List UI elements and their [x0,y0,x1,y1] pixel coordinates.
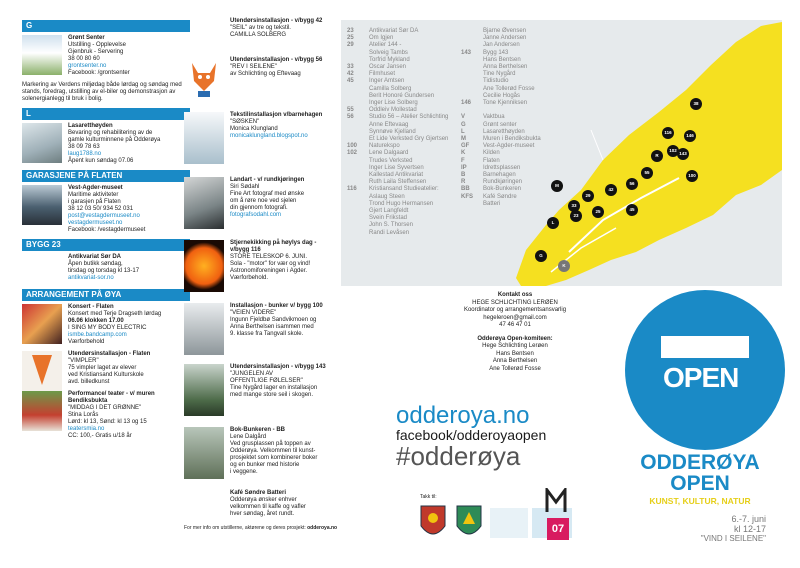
legend-number: M [461,136,466,143]
legend-label: Ane Tollerød Fosse [483,85,535,92]
legend-number: K [461,150,466,157]
map-marker[interactable]: 116 [662,127,674,139]
m-logo-icon [545,488,567,514]
entry-landart [184,177,342,235]
sponsor-logo-kilden [490,508,528,538]
entry-bokbunker [184,427,342,485]
entry-gront-senter [22,35,190,77]
legend-label: Antikvariat Sør DA [369,28,419,34]
entry-title: Konsert - Flaten [68,304,114,310]
section-header-l: L [22,108,190,120]
map-marker[interactable]: 100 [686,170,698,182]
bokbunker-photo [184,427,224,479]
legend-label: Rundkjøringen [483,179,523,186]
map-marker[interactable]: 23 [570,210,582,222]
entry-line: "VEIEN VIDERE" [230,310,277,316]
legend-label: Et Lide Verksted Gry Gjertsen [369,136,449,143]
entry-line: om å røre noe ved sjelen [230,198,297,204]
legend-label: Tidistudio [483,78,509,85]
entry-line: STORE TELESKOP 6. JUNI. [230,254,308,260]
legend-row [461,100,581,107]
coat-of-arms-icon [454,504,484,542]
sun-photo [184,240,224,292]
entry-link[interactable]: vestagdermuseet.no [68,220,123,226]
bunker-photo [184,303,224,355]
legend-label: Torfrid Mykland [369,56,410,63]
main-title-2: OPEN [670,472,730,495]
sponsor-logo-m [545,488,567,514]
entry-bunker [184,303,342,359]
legend-label: Kilden [483,150,500,157]
map-marker[interactable]: 45 [626,204,638,216]
entry-link[interactable]: post@vestagdermuseet.no [68,213,140,219]
column-left [22,20,190,445]
entry-title: Stjernekikking på høylys dag - [230,240,317,246]
entry-vimpler [22,351,190,386]
entry-title: Bendiksbukta [68,398,108,404]
legend-label: Jan Andersen [483,42,520,49]
entry-line: din gjennom fotografi. [230,205,288,211]
entry-line: "SEIL" av tre og tekstil. [230,25,291,31]
legend-label: Kristiansand Studieatelier: [369,186,439,193]
legend-label: Lasaretthøyden [483,128,525,135]
map-marker[interactable]: 33 [568,200,580,212]
entry-line: Monica Klungland [230,126,278,132]
legend-row [347,222,497,229]
facebook-url[interactable]: facebook/odderoyaopen [396,427,547,443]
legend-label: Cecilie Hogås [483,92,521,99]
legend-label: Berit Honoré Gundersen [369,92,435,99]
subtitle: KUNST, KULTUR, NATUR [649,496,751,506]
sponsor-label: Takk til: [420,494,437,500]
legend-label: Oscar Jansen [369,64,407,71]
entry-line: "MIDDAG I DET GRØNNE" [68,405,142,411]
legend-row [461,150,581,157]
legend-label: Janne Andersen [483,35,527,42]
legend-row [461,172,581,179]
legend-label: Solveig Tambs [369,49,408,56]
entry-link[interactable]: monicaklungland.blogspot.no [230,133,308,139]
map-marker[interactable]: 55 [641,167,653,179]
legend-row [461,28,581,35]
entry-line: i garasjen på Flaten [68,199,121,205]
legend-number: B [461,172,466,179]
legend-label: Tone Kjenniksen [483,100,528,107]
entry-performance [22,391,190,440]
legend-right [461,28,581,208]
map-marker[interactable]: 102 [667,145,679,157]
entry-line: Bevaring og rehabilitering av de [68,130,153,136]
entry-title: Installasjon - bunker v/ bygg 100 [230,303,323,309]
entry-line: Sola - "motor" for vær og vind! [230,261,311,267]
website-url[interactable]: odderoya.no [396,402,530,429]
entry-line: Astronomiforeningen i Agder. [230,268,308,274]
legend-label: Camilla Solberg [369,85,412,92]
legend-number: L [461,128,465,135]
entry-line: "SØSKEN" [230,119,260,125]
entry-konsert [22,304,190,346]
entry-line: 9. klasse fra Tangvall skole. [230,331,304,337]
legend-label: Inger Lise Solberg [369,100,418,107]
entry-title: Utendørsinstallasjon - v/bygg 56 [230,57,323,63]
legend-label: Kallestad Antikvariat [369,172,424,179]
entry-line: Tine Nygård lager en installasjon [230,385,318,391]
fox-icon [184,57,224,99]
legend-label: Grønt senter [483,121,517,128]
konsert-photo [22,304,62,344]
section-header-arrangement: ARRANGEMENT PÅ ØYA [22,289,190,301]
map-marker[interactable]: L [547,217,559,229]
legend-row [347,230,497,237]
map-marker[interactable]: K [558,260,570,272]
legend-row [461,86,581,93]
entry-link[interactable]: antikvariat-sor.no [68,275,114,281]
legend-row [461,35,581,42]
map-marker[interactable]: 42 [605,184,617,196]
legend-row [461,201,581,208]
entry-line: hver søndag, året rundt. [230,511,295,517]
sponsor-logo-kristiansand [418,504,448,542]
legend-label: Idrettsplassen [483,164,521,171]
legend-row [461,78,581,85]
section-header-g: G [22,20,190,32]
legend-row [461,158,581,165]
legend-row [461,114,581,121]
logo-open-text: OPEN [661,358,749,398]
map-marker[interactable]: G [535,250,547,262]
sponsor-logo-vest-agder [454,504,484,542]
entry-title: Lasaretthøyden [68,123,113,129]
entry-line: 38 09 78 63 [68,144,100,150]
entry-line: CAMILLA SOLBERG [230,32,287,38]
entry-line: Odderøya ønsker enhver [230,497,297,503]
legend-label: Trond Hugo Hermansen [369,200,434,207]
map-marker[interactable]: 56 [626,178,638,190]
entry-title: Bok-Bunkeren - BB [230,427,286,433]
legend-row [461,122,581,129]
entry-line: 06.06 klokken 17.00 [68,318,124,324]
footer-note [184,525,342,531]
entry-jungelen [184,364,342,422]
legend-number: 116 [347,186,357,193]
hashtag: #odderøya [396,441,521,471]
legend-label: Oddleiv Mollestad [369,107,417,114]
open-logo [625,290,785,450]
pennant-icon [22,351,62,391]
legend-number: V [461,114,466,121]
legend-number: G [461,121,466,128]
entry-line: gamle kulturminnene på Odderøya [68,137,161,143]
entry-link[interactable]: fotografsodahl.com [230,212,282,218]
legend-label: Bjarne Øvensen [483,28,527,34]
entry-title: Utendørsinstallasjon - Flaten [68,351,151,357]
map-marker[interactable]: 25 [592,206,604,218]
logo-square [661,336,749,398]
entry-utendors-42 [184,18,342,52]
event-time: kl 12-17 [733,524,766,534]
committee-member: Hans Bentsen [496,350,534,357]
legend-number: 146 [461,100,472,107]
legend-number: 56 [347,114,354,121]
fox-illustration [184,57,224,99]
legend-number: 23 [347,28,354,34]
contact-phone: 47 46 47 01 [499,322,531,328]
main-title: ODDERØYA [640,451,760,474]
map-marker[interactable]: M [551,180,563,192]
legend-label: Bygg 143 [483,49,509,56]
contact-line: HEGE SCHLICHTING LERØEN [472,299,558,306]
map-marker[interactable]: R [651,150,663,162]
museet-photo [22,185,62,225]
legend-label: Studio 56 – Atelier Schlichting [369,114,449,121]
legend-number: 29 [347,42,354,49]
entry-title: Grønt Senter [68,35,105,41]
legend-label: Hans Bentsen [483,56,521,63]
legend-label: Batteri [483,200,501,207]
entry-line: Gjenbruk - Servering [68,49,124,55]
legend-row [461,50,581,57]
entry-vest-agder-museet [22,185,190,234]
legend-number: IP [461,164,467,171]
entry-line: Utstilling - Opplevelse [68,42,127,48]
entry-line: 38 00 80 60 [68,56,100,62]
entry-line: Lørd: kl 13, Sønd: kl 13 og 15 [68,419,147,425]
committee-member: Anna Berthelsen [492,358,538,364]
vimpler-photo [22,351,62,391]
entry-link[interactable]: grontsenter.no [68,63,107,69]
legend-label: Lene Dalgaard [369,150,409,157]
entry-title: Tekstilinstallasjon v/barnehagen [230,112,323,118]
legend-row [461,129,581,136]
legend-number: 45 [347,78,354,85]
entry-title: Vest-Agder-museet [68,185,123,191]
legend-label: Vest-Agder-museet [483,143,535,150]
legend-row [347,215,497,222]
legend-number: KFS [461,193,473,200]
committee-member: Ane Tollerød Fosse [489,365,541,372]
legend-number: 25 [347,35,354,42]
entry-line: ved Kristiansand Kulturskole [68,372,144,378]
legend-label: Synnøve Kjelland [369,128,416,135]
event-dates: 6.-7. juni [731,514,766,524]
legend-label: Gjert Langfeldt [369,208,409,215]
entry-line: Facebook: /grontsenter [68,70,130,76]
legend-row [461,42,581,49]
legend-row [461,93,581,100]
entry-line: med mange store seil i skogen. [230,392,314,398]
legend-row [461,57,581,64]
entry-line: avd. billedkunst [68,379,110,385]
sponsor-logo-07: 07 [547,518,569,540]
gront-senter-photo [22,35,62,75]
legend-number: BB [461,186,470,193]
legend-number: 143 [461,49,472,56]
legend-number: 33 [347,64,354,71]
legend-label: Filmhuset [369,71,396,78]
legend-row [347,208,497,215]
legend-label: Naturekspo [369,143,400,150]
contact-line: Koordinator og arrangementsansvarlig [463,307,567,313]
entry-title: Landart - v/ rundkjøringen [230,177,305,183]
legend-label: Vaktbua [483,114,505,121]
legend-number: GF [461,143,470,150]
entry-line: Odderøya. Velkommen til kunst- [230,448,316,454]
legend-number: 100 [347,143,358,150]
entry-line: Siri Sødahl [230,184,260,190]
entry-link[interactable]: ismbe.bandcamp.com [68,332,127,338]
legend-label: Muren i Bendiksbukta [483,136,541,143]
column-middle [184,18,342,531]
committee-member: Hege Schlichting Lerøen [482,343,548,349]
legend-row [461,179,581,186]
entry-line: OFFENTLIGE FØLELSER" [230,378,303,384]
entry-line: og en bunker med historie [230,462,300,468]
entry-kafe [184,490,342,520]
legend-label: Ruth Laila Steffensen [369,179,427,186]
legend-label: Svein Frikstad [369,215,408,222]
entry-title: Kafé Søndre Batteri [230,490,287,496]
entry-title: Antikvariat Sør DA [68,254,122,260]
legend-row [461,107,581,114]
entry-title: Utendørsinstallasjon - v/bygg 143 [230,364,326,370]
legend-label: Flaten [483,157,500,164]
legend-row [461,186,581,193]
entry-line: Konsert med Terje Dragseth lørdag [68,311,162,317]
legend-row [461,71,581,78]
legend-number: R [461,179,466,186]
section-header-bygg23: BYGG 23 [22,239,190,251]
legend-label: Trudes Verksted [369,157,413,164]
landart-photo [184,177,224,229]
entry-line: Facebook: /vestagdermuseet [68,227,146,233]
entry-tekstil [184,112,342,172]
entry-title: Performance/ teater - v/ muren [68,391,155,397]
entry-line: Ved grusplassen på toppen av [230,441,311,447]
entry-line: Maritime aktiviteter [68,192,119,198]
legend-label: Kafé Søndre [483,193,517,200]
paragraph-miljodag: Markering av Verdens miljødag både lørdag og søndag med stands, foredrag, utstilling av el-biler og demonstrasjon av solenergianlegg til bruk i bolig. [22,82,182,102]
legend-row [461,136,581,143]
entry-line: Åpent kun søndag 07.06 [68,158,134,164]
map-marker[interactable]: 146 [684,130,696,142]
entry-line: Ingunn Fjeldbø Sandvikmoen og [230,317,317,323]
entry-line: 75 vimpler laget av elever [68,365,137,371]
legend-number: F [461,157,465,164]
legend-row [461,194,581,201]
jungelen-photo [184,364,224,416]
legend-label: Om Igjen [369,35,394,42]
legend-row [461,143,581,150]
legend-label: Tine Nygård [483,71,516,78]
entry-line: Værforbehold [68,339,105,345]
entry-stjerne [184,240,342,298]
legend-label: Aslaug Steen [369,193,405,200]
performance-photo [22,391,62,431]
entry-line: Lene Dalgård [230,434,267,440]
entry-line: tirsdag og torsdag kl 13-17 [68,268,140,274]
entry-line: i veggene. [230,469,258,475]
entry-line: velkommen til kaffe og vafler [230,504,306,510]
legend-label: John S. Thorsen [369,222,413,229]
map-marker[interactable]: 143 [677,148,689,160]
entry-title: Utendørsinstallasjon - v/bygg 42 [230,18,323,24]
legend-label: Barnehagen [483,172,516,179]
legend-label: Inger Lise Syvertsen [369,164,424,171]
contact-block [430,292,600,373]
legend-row [461,165,581,172]
map-panel [341,20,782,286]
legend-label: Anne Eftevaag [369,121,409,128]
entry-title: v/bygg 116 [230,247,261,253]
section-header-garasjene: GARASJENE PÅ FLATEN [22,170,190,182]
coat-of-arms-icon [418,504,448,542]
entry-line: prosjektet som kombinerer boker [230,455,318,461]
legend-number: 42 [347,71,354,78]
map-marker[interactable]: 38 [690,98,702,110]
entry-link[interactable]: laug1788.no [68,151,102,157]
entry-antikvariat [22,254,190,284]
title-block [610,452,790,543]
legend-number: 55 [347,107,354,114]
lasarett-photo [22,123,62,163]
legend-label: Randi Levåsen [369,229,410,236]
entry-line: "VIMPLER" [68,358,99,364]
legend-label: Atelier 144 - [369,42,402,49]
legend-number: 102 [347,150,358,157]
entry-lasarett [22,123,190,165]
committee-title: Odderøya Open-komiteen: [477,335,553,342]
event-motto: "VIND I SEILENE" [700,534,766,543]
entry-line: Åpen butikk søndag, [68,261,123,267]
entry-line: "REV I SEILENE" [230,64,277,70]
entry-line: Fine Art fotograf med ønske [230,191,305,197]
map-marker[interactable]: 29 [582,190,594,202]
entry-line: Anna Berthelsen isammen med [230,324,314,330]
entry-utendors-56 [184,57,342,107]
legend-row [461,64,581,71]
entry-link[interactable]: teatersmia.no [68,426,105,432]
entry-line: Værforbehold. [230,275,269,281]
contact-title: Kontakt oss [497,292,533,298]
entry-line: 38 12 03 50/ 934 52 031 [68,206,134,212]
legend-label: Bok-Bunkeren [483,186,522,193]
entry-line: CC: 100,- Gratis u/18 år [68,433,132,439]
footer-text: For mer info om utstillerne, aktørene og deres prosjekt: [184,525,306,531]
footer-link[interactable]: odderoya.no [307,525,338,531]
entry-line: av Schlichting og Eftevaag [230,71,301,77]
legend-label: Anna Berthelsen [483,64,528,71]
contact-email[interactable]: hegeleroen@gmail.com [483,314,547,321]
legend-label: Inger Amtsen [369,78,405,85]
tekstil-photo [184,112,224,164]
entry-line: "JUNGELEN AV [230,371,274,377]
entry-line: I SING MY BODY ELECTRIC [68,325,147,331]
entry-line: Stina Lorås [68,412,99,418]
